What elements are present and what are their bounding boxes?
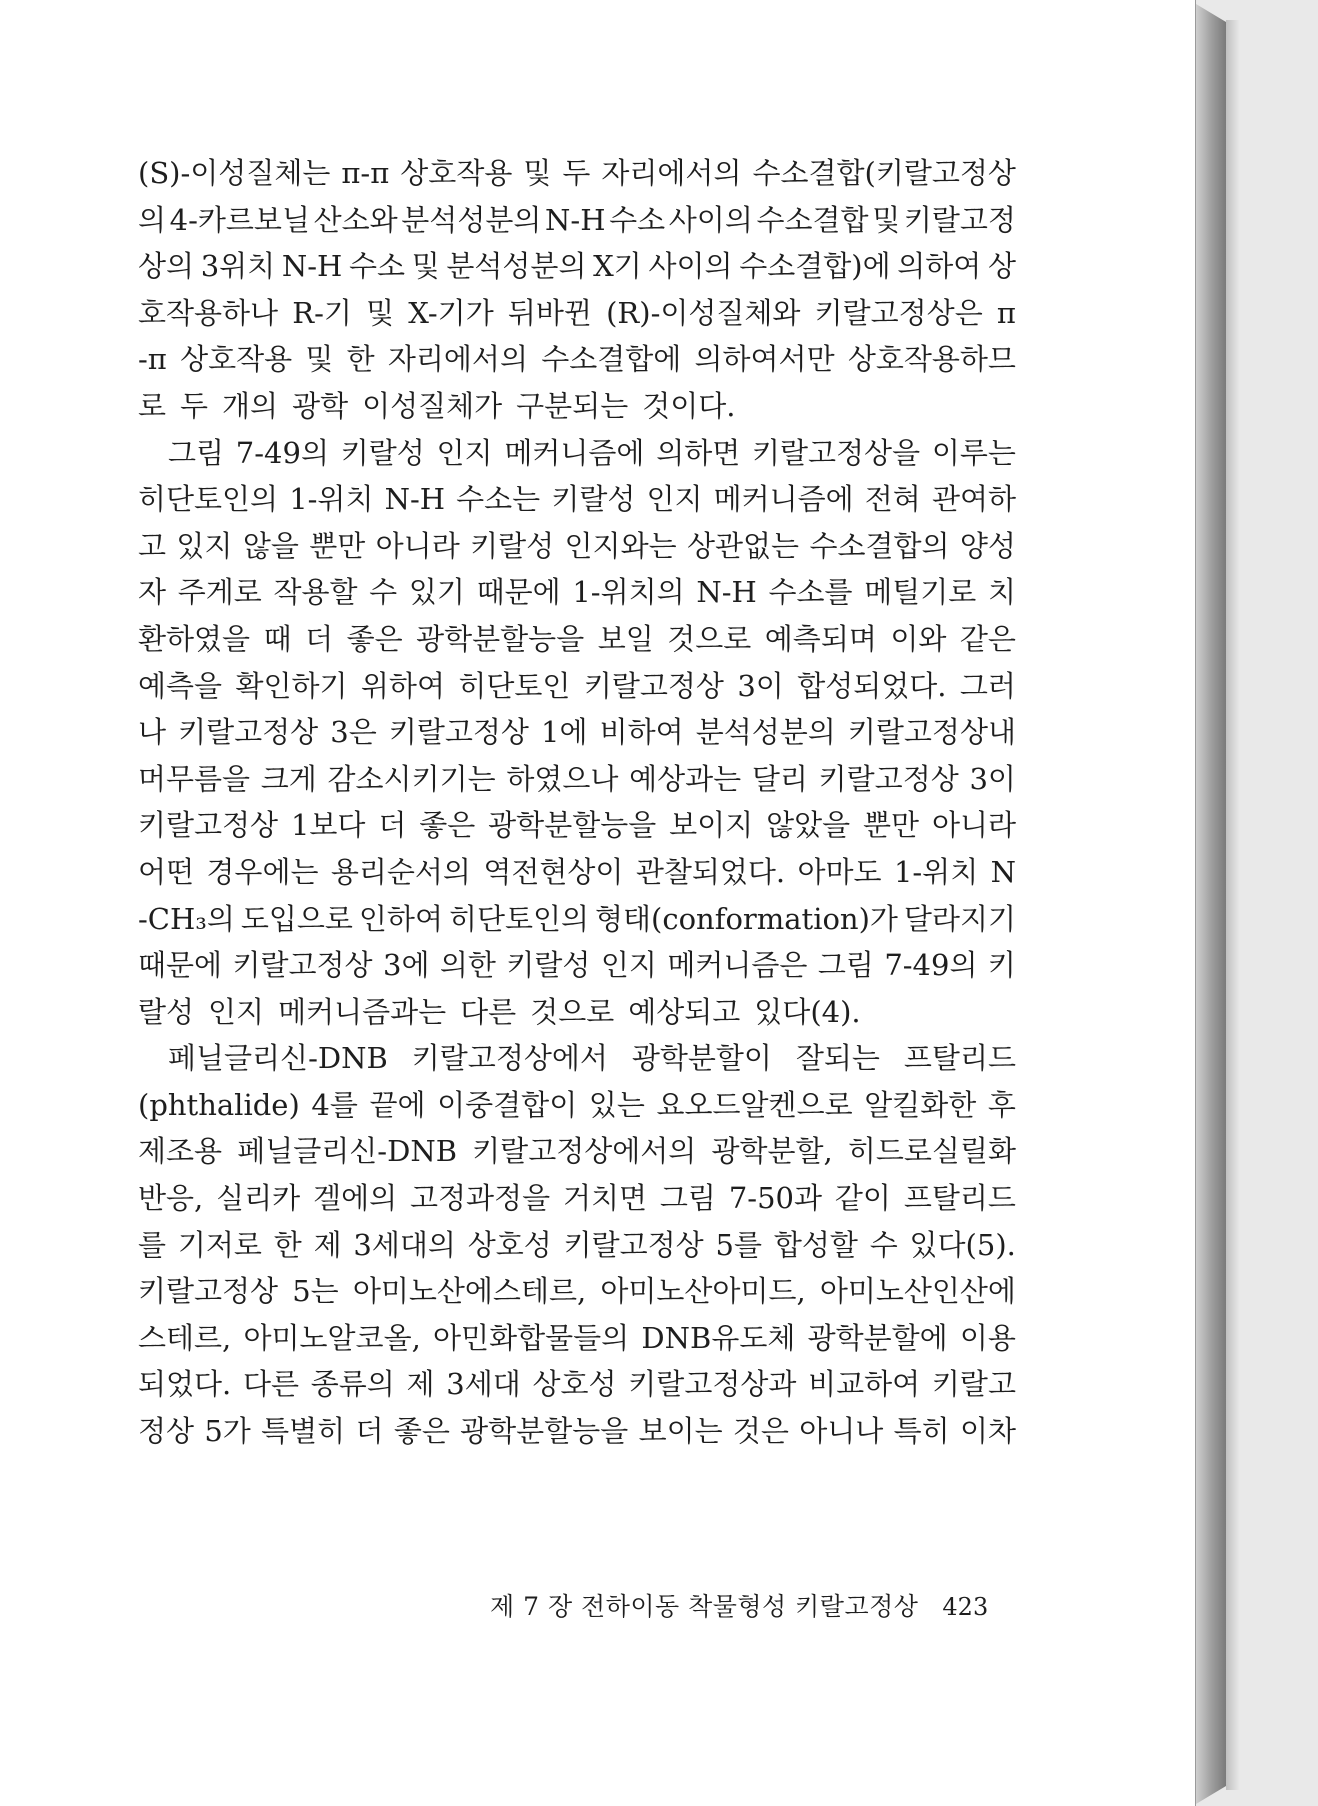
word: 예측을 [138,668,223,703]
word: 거치면 [562,1181,648,1216]
word: 키랄성 [506,948,591,983]
word: 달라지기 [903,901,1016,936]
word: 키랄고정상 [138,808,279,843]
word: 1-위치 [289,482,374,517]
word: 요오드알켄으로 [656,1087,853,1122]
word: 한 [346,342,375,377]
word: 의 [138,202,167,237]
word: 용리순서의 [330,854,471,889]
word: 더 [378,808,407,843]
word: 키랄고정상 [563,1227,704,1262]
word: 페닐글리신-DNB [168,1041,388,1076]
word: 뒤바뀐 [507,295,592,330]
word: 잘되는 [795,1041,880,1076]
word: 알킬화한 [864,1087,977,1122]
word: 아니나 [799,1414,884,1449]
word: 보일 [597,621,654,656]
word: 있지 [176,528,233,563]
word: 키랄고정상은 [814,295,983,330]
word: 4-카르보닐 [169,202,310,237]
word: 히단토인 [458,668,571,703]
word: 이와 [890,621,947,656]
word: 아니라 [375,528,460,563]
word: 상관없는 [687,528,800,563]
text-line [138,989,1016,1036]
text-line [138,290,1016,337]
word: 메커니즘과는 [278,994,447,1029]
word: 7-49의 [235,435,329,470]
word: 의하여서만 [694,342,835,377]
word: 수소결합)에 [739,249,891,284]
word: 의하면 [656,435,741,470]
text-line [138,476,1016,523]
word: 양성 [959,528,1016,563]
word: 메커니즘에 [504,435,645,470]
word: 형태(conformation)가 [594,901,898,936]
word: 다른 [460,994,517,1029]
word: 1보다 [290,808,366,843]
word: N-H [384,482,446,517]
word: 때 [263,621,292,656]
text-line [138,243,1016,290]
word: 수소결합의 [809,528,950,563]
word: 메커니즘에 [713,482,854,517]
word: 광학분할에 [807,1320,948,1355]
word: 인지 [436,435,493,470]
word: 경우에는 [206,854,319,889]
word: (phthalide) [138,1087,300,1122]
text-line [138,1361,1016,1408]
word: 그림 [659,1181,716,1216]
word: 비하여 [599,715,684,750]
word: N [990,854,1016,889]
word: 인지 [600,948,657,983]
word: 주게로 [177,575,262,610]
word: 같이 [834,1181,891,1216]
word: 아민화합물들의 [433,1320,630,1355]
word: π-π [341,156,390,190]
text-line [138,150,1016,197]
word: 메틸기로 [864,575,977,610]
text-line [138,896,1016,943]
text-line [138,430,1016,477]
word: 때문에 [138,948,223,983]
word: 되었다. [138,1367,232,1402]
word: 상호작용하므 [847,342,1016,377]
word: 3은 [330,715,377,750]
word: 특히 [893,1414,950,1449]
word: 키랄고정상과 [628,1367,797,1402]
word: 크게 [260,761,317,796]
word: 상호작용 [400,156,513,190]
word: 3위치 [200,249,276,284]
word: 환하였을 [138,621,251,656]
word: 기저로 [177,1227,262,1262]
text-line [138,1315,1016,1362]
word: 역전현상이 [483,854,624,889]
text-line [138,616,1016,663]
word: 이성질체가 [362,388,503,423]
word: 있는 [588,1087,645,1122]
word: 합성할 [773,1227,858,1262]
word: 광학 [292,388,349,423]
word: 그림 [817,948,874,983]
word: 아미노산아미드, [600,1274,806,1309]
text-line [138,802,1016,849]
word: 분석성분의 [446,249,587,284]
word: 광학분할능을 [416,621,585,656]
word: 아미노산인산에 [819,1274,1016,1309]
word: R-기 [292,295,352,330]
word: 자 [138,575,167,610]
word: 좋은 [346,621,403,656]
word: 1-위치의 [572,575,685,610]
word: 키랄고정상내 [847,715,1016,750]
word: 끝에 [369,1087,426,1122]
word: 키랄고정상 [138,1274,279,1309]
word: 광학분할, [711,1134,833,1169]
word: 1에 [541,715,588,750]
word: 보이지 [669,808,754,843]
word: 작용할 [273,575,358,610]
word: 머무름을 [138,761,251,796]
word: 스테르, [138,1320,232,1355]
word: 사이의 [648,249,733,284]
word: 수소를 [768,575,853,610]
text-line [138,569,1016,616]
word: 두 [180,388,209,423]
word: -π [138,342,167,377]
word: 5는 [292,1274,339,1309]
word: 치 [987,575,1016,610]
word: 달리 [751,761,808,796]
word: 예측되며 [764,621,877,656]
word: 아미노알코올, [243,1320,421,1355]
word: 5를 [715,1227,762,1262]
page-edge [1196,4,1226,1804]
page-number: 423 [942,1593,989,1621]
word: 산소와 [313,202,398,237]
word: -CH₃의 [138,901,235,936]
word: 3이 [969,761,1016,796]
word: 보이는 [638,1414,723,1449]
word: 것은 [732,1414,789,1449]
text-line [138,942,1016,989]
word: 광학분할이 [631,1041,772,1076]
word: 를 [138,1227,167,1262]
word: 정상 [138,1414,195,1449]
word: 예상되고 [628,994,741,1029]
word: 키랄성 [551,482,636,517]
word: 랄성 [138,994,195,1029]
word: 3세대의 [353,1227,456,1262]
word: 키랄고정상에서 [411,1041,608,1076]
word: 않을 [242,528,299,563]
word: 것으로 [530,994,615,1029]
text-line [138,1035,1016,1082]
word: 3이 [737,668,784,703]
word: 이차 [959,1414,1016,1449]
word: 수소 [349,249,406,284]
word: 프탈리드 [903,1041,1016,1076]
word: 때문에 [476,575,561,610]
word: 수 [869,1227,898,1262]
word: 프탈리드 [903,1181,1016,1216]
word: 수소결합 [756,202,869,237]
word: 페닐글리신-DNB [237,1134,458,1169]
word: 및 [411,249,440,284]
page-footer [490,1587,1010,1623]
word: 예상과는 [629,761,742,796]
word: 1-위치 [893,854,979,889]
word: 사이의 [668,202,753,237]
word: 수소결합에 [541,342,682,377]
word: 수소 [609,202,666,237]
page-shadow [1226,20,1240,1790]
word: 및 [872,202,901,237]
word: π [996,295,1016,330]
word: 이용 [959,1320,1016,1355]
word: 인지 [646,482,703,517]
word: 있다(5). [909,1227,1016,1262]
word: 키랄고정상을 [752,435,921,470]
word: 히드로실릴화 [847,1134,1016,1169]
word: 감소시키기는 [327,761,496,796]
word: (R)-이성질체와 [606,295,801,330]
text-line [138,849,1016,896]
word: 광학분할능을 [488,808,657,843]
word: 의한 [439,948,496,983]
word: 히단토인의 [138,482,279,517]
word: 제 [313,1227,342,1262]
word: 자리에서의 [601,156,742,190]
word: 것으로 [667,621,752,656]
word: 있기 [408,575,465,610]
word: 아니라 [931,808,1016,843]
word: 실리카 [216,1181,301,1216]
word: 3에 [383,948,430,983]
word: 3세대 [446,1367,521,1402]
word: 같은 [959,621,1016,656]
word: 하였으나 [506,761,619,796]
word: N-H [545,202,606,237]
word: 키랄고정상 [818,761,959,796]
text-line [138,1175,1016,1222]
word: 상호작용 [180,342,293,377]
word: 히단토인의 [448,901,590,936]
word: 뿐만 [863,808,920,843]
word: 한 [273,1227,302,1262]
text-line [138,383,1016,430]
word: 개의 [222,388,279,423]
word: 더 [355,1414,384,1449]
word: 키 [987,948,1016,983]
word: 좋은 [393,1414,450,1449]
word: 7-49의 [884,948,978,983]
word: 나 [138,715,167,750]
word: 메커니즘은 [667,948,808,983]
word: 이중결합이 [437,1087,578,1122]
word: 수 [369,575,398,610]
word: 있다(4). [754,994,861,1029]
word: 키랄고정상 [178,715,319,750]
word: 7-50과 [728,1181,823,1216]
word: 로 [138,388,167,423]
word: N-H [281,249,343,284]
word: 키랄고정 [903,202,1016,237]
word: 및 [366,295,395,330]
word: 다른 [243,1367,300,1402]
word: 특별히 [261,1414,346,1449]
word: 자리에서의 [387,342,528,377]
word: 더 [305,621,334,656]
word: 상호성 [467,1227,552,1262]
word: N-H [696,575,757,610]
word: 비교하여 [808,1367,921,1402]
word: 이루는 [931,435,1016,470]
word: 인지 [208,994,265,1029]
word: 그러 [959,668,1016,703]
word: 키랄성 [470,528,555,563]
word: 관여하 [931,482,1016,517]
word: 그림 [168,435,225,470]
word: 분석성분의 [401,202,542,237]
text-line [138,663,1016,710]
word: (S)-이성질체는 [138,156,331,190]
word: 상 [987,249,1016,284]
word: 제조용 [138,1134,223,1169]
word: 아마도 [797,854,882,889]
word: 제 [406,1367,435,1402]
word: 인지와는 [564,528,677,563]
text-line [138,1222,1016,1269]
word: 않았을 [766,808,851,843]
word: 호작용하나 [138,295,279,330]
word: 상의 [138,249,195,284]
word: 고정과정을 [410,1181,551,1216]
word: 겔에의 [313,1181,398,1216]
word: 확인하기 [235,668,348,703]
word: 뿐만 [309,528,366,563]
word: 수소는 [456,482,541,517]
word: 의하여 [897,249,982,284]
word: X-기가 [408,295,494,330]
text-line [138,197,1016,244]
text-line [138,336,1016,383]
word: 4를 [311,1087,358,1122]
text-line [138,1408,1016,1455]
word: 및 [523,156,552,190]
word: 위하여 [360,668,445,703]
word: 관찰되었다. [635,854,786,889]
word: 키랄고정상에서의 [472,1134,697,1169]
word: 키랄고정상 [232,948,373,983]
word: 키랄고정상 [583,668,724,703]
word: 어떤 [138,854,195,889]
text-line [138,756,1016,803]
word: DNB유도체 [641,1320,796,1355]
word: 및 [305,342,334,377]
word: 상호성 [532,1367,617,1402]
word: 키랄고 [931,1367,1016,1402]
text-line [138,1082,1016,1129]
word: 후 [987,1087,1016,1122]
word: 좋은 [419,808,476,843]
word: 도입으로 [240,901,353,936]
word: 반응, [138,1181,204,1216]
word: X기 [593,249,642,284]
text-line [138,523,1016,570]
word: 두 [562,156,591,190]
word: 종류의 [310,1367,395,1402]
running-head: 제 7 장 전하이동 착물형성 키랄고정상 [490,1592,919,1621]
word: 고 [138,528,167,563]
word: 5가 [204,1414,251,1449]
word: 분석성분의 [695,715,836,750]
word: 수소결합(키랄고정상 [752,156,1016,190]
word: 인하여 [358,901,443,936]
text-line [138,1268,1016,1315]
word: 구분되는 [516,388,629,423]
word: 키랄고정상 [388,715,529,750]
word: 광학분할능을 [460,1414,629,1449]
word: 것이다. [642,388,736,423]
word: 합성되었다. [797,668,947,703]
word: 전혀 [864,482,921,517]
word: 아미노산에스테르, [352,1274,587,1309]
body-text [138,150,1016,1455]
text-line [138,709,1016,756]
word: 키랄성 [340,435,425,470]
text-line [138,1128,1016,1175]
